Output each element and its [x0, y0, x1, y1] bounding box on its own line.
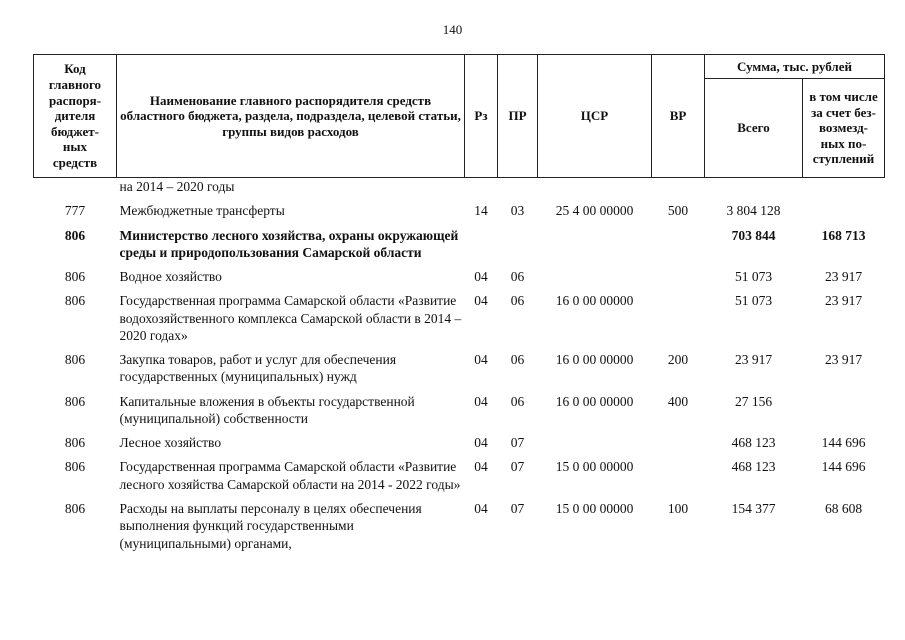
row-vr	[652, 264, 705, 288]
row-name: Лесное хозяйство	[119, 435, 222, 451]
row-csr: 16 0 00 00000	[555, 352, 634, 368]
row-pr: 06	[510, 293, 525, 309]
row-pr: 06	[510, 352, 525, 368]
table-header	[34, 55, 885, 178]
row-rz: 04	[474, 393, 488, 409]
row-pr: 03	[510, 203, 525, 219]
table-row	[34, 496, 885, 555]
row-total	[705, 178, 803, 199]
row-total: 468 123	[731, 435, 776, 451]
table-row	[34, 389, 885, 431]
row-csr	[538, 430, 652, 454]
header-total: Всего	[705, 79, 803, 178]
row-rz: 04	[474, 459, 488, 475]
row-code	[34, 178, 117, 199]
row-rz: 04	[474, 352, 488, 368]
row-total: 154 377	[731, 500, 776, 516]
row-csr	[538, 264, 652, 288]
row-code: 806	[64, 269, 86, 285]
table-row	[34, 430, 885, 454]
row-vr: 500	[667, 203, 689, 219]
row-code: 806	[64, 227, 86, 243]
row-name: Закупка товаров, работ и услуг для обеспечения государственных (муниципальных) нужд	[119, 352, 397, 385]
row-total: 27 156	[734, 393, 773, 409]
row-code: 806	[64, 459, 86, 475]
row-csr: 25 4 00 00000	[555, 203, 634, 219]
row-vr	[652, 430, 705, 454]
row-name: на 2014 – 2020 годы	[119, 179, 235, 194]
row-total: 468 123	[731, 459, 776, 475]
header-incl: в том числе за счет без- возмезд- ных по- ступлений	[803, 79, 885, 178]
row-pr: 07	[510, 459, 525, 475]
header-name: Наименование главного распорядителя средств областного бюджета, раздела, подраздела, целевой статьи, группы видов расходов	[117, 55, 465, 178]
header-vr: ВР	[652, 55, 705, 178]
row-rz: 04	[474, 293, 488, 309]
budget-table	[33, 54, 885, 555]
row-csr	[538, 223, 652, 265]
row-vr	[652, 223, 705, 265]
row-rz: 14	[474, 203, 488, 219]
row-pr	[498, 178, 538, 199]
row-name: Государственная программа Самарской области «Развитие лесного хозяйства Самарской области на 2014 - 2022 годы»	[119, 459, 461, 492]
row-total: 51 073	[734, 293, 773, 309]
table-row	[34, 288, 885, 347]
row-name: Государственная программа Самарской области «Развитие водохозяйственного комплекса Самарской области в 2014 – 2020 годах»	[119, 293, 462, 343]
row-pr: 06	[510, 393, 525, 409]
row-incl	[803, 178, 885, 199]
table-body	[34, 178, 885, 555]
row-pr: 07	[510, 435, 525, 451]
row-total: 703 844	[731, 227, 776, 243]
header-sum: Сумма, тыс. рублей	[705, 55, 885, 79]
row-vr: 200	[667, 352, 689, 368]
row-rz: 04	[474, 269, 488, 285]
row-incl	[803, 198, 885, 222]
row-incl	[803, 389, 885, 431]
row-csr: 15 0 00 00000	[555, 500, 634, 516]
table-row	[34, 178, 885, 199]
row-name: Межбюджетные трансферты	[119, 203, 285, 219]
row-code: 806	[64, 293, 86, 309]
row-incl: 23 917	[824, 269, 863, 285]
row-vr	[652, 454, 705, 496]
row-csr: 15 0 00 00000	[555, 459, 634, 475]
row-total: 23 917	[734, 352, 773, 368]
row-incl: 144 696	[821, 435, 866, 451]
row-pr	[498, 223, 538, 265]
page-number: 140	[442, 22, 463, 37]
row-rz: 04	[474, 500, 488, 516]
row-vr: 400	[667, 393, 689, 409]
header-rz: Рз	[465, 55, 498, 178]
table-row	[34, 223, 885, 265]
row-total: 51 073	[734, 269, 773, 285]
row-code: 806	[64, 352, 86, 368]
row-csr	[538, 178, 652, 199]
row-name: Расходы на выплаты персоналу в целях обеспечения выполнения функций государственными (муниципальными) органами,	[119, 500, 422, 551]
row-incl: 23 917	[824, 293, 863, 309]
row-name: Водное хозяйство	[119, 269, 222, 285]
table-row	[34, 264, 885, 288]
row-csr: 16 0 00 00000	[555, 293, 634, 309]
row-code: 806	[64, 393, 86, 409]
row-code: 806	[64, 500, 86, 516]
row-rz	[465, 223, 498, 265]
row-rz	[465, 178, 498, 199]
row-pr: 07	[510, 500, 525, 516]
row-name: Капитальные вложения в объекты государственной (муниципальной) собственности	[119, 393, 415, 426]
row-vr	[652, 288, 705, 347]
header-pr: ПР	[498, 55, 538, 178]
header-code: Код главного распоря- дителя бюджет- ных средств	[34, 55, 117, 178]
table-row	[34, 198, 885, 222]
row-csr: 16 0 00 00000	[555, 393, 634, 409]
row-code: 777	[64, 203, 86, 219]
row-incl: 144 696	[821, 459, 866, 475]
row-vr	[652, 178, 705, 199]
row-pr: 06	[510, 269, 525, 285]
row-incl: 168 713	[821, 227, 866, 243]
row-incl: 68 608	[824, 500, 863, 516]
row-code: 806	[64, 435, 86, 451]
row-incl: 23 917	[824, 352, 863, 368]
row-total: 3 804 128	[726, 203, 781, 219]
table-row	[34, 454, 885, 496]
row-vr: 100	[667, 500, 689, 516]
row-rz: 04	[474, 435, 488, 451]
row-name: Министерство лесного хозяйства, охраны окружающей среды и природопользования Самарской области	[119, 227, 459, 260]
header-csr: ЦСР	[538, 55, 652, 178]
table-row	[34, 347, 885, 389]
